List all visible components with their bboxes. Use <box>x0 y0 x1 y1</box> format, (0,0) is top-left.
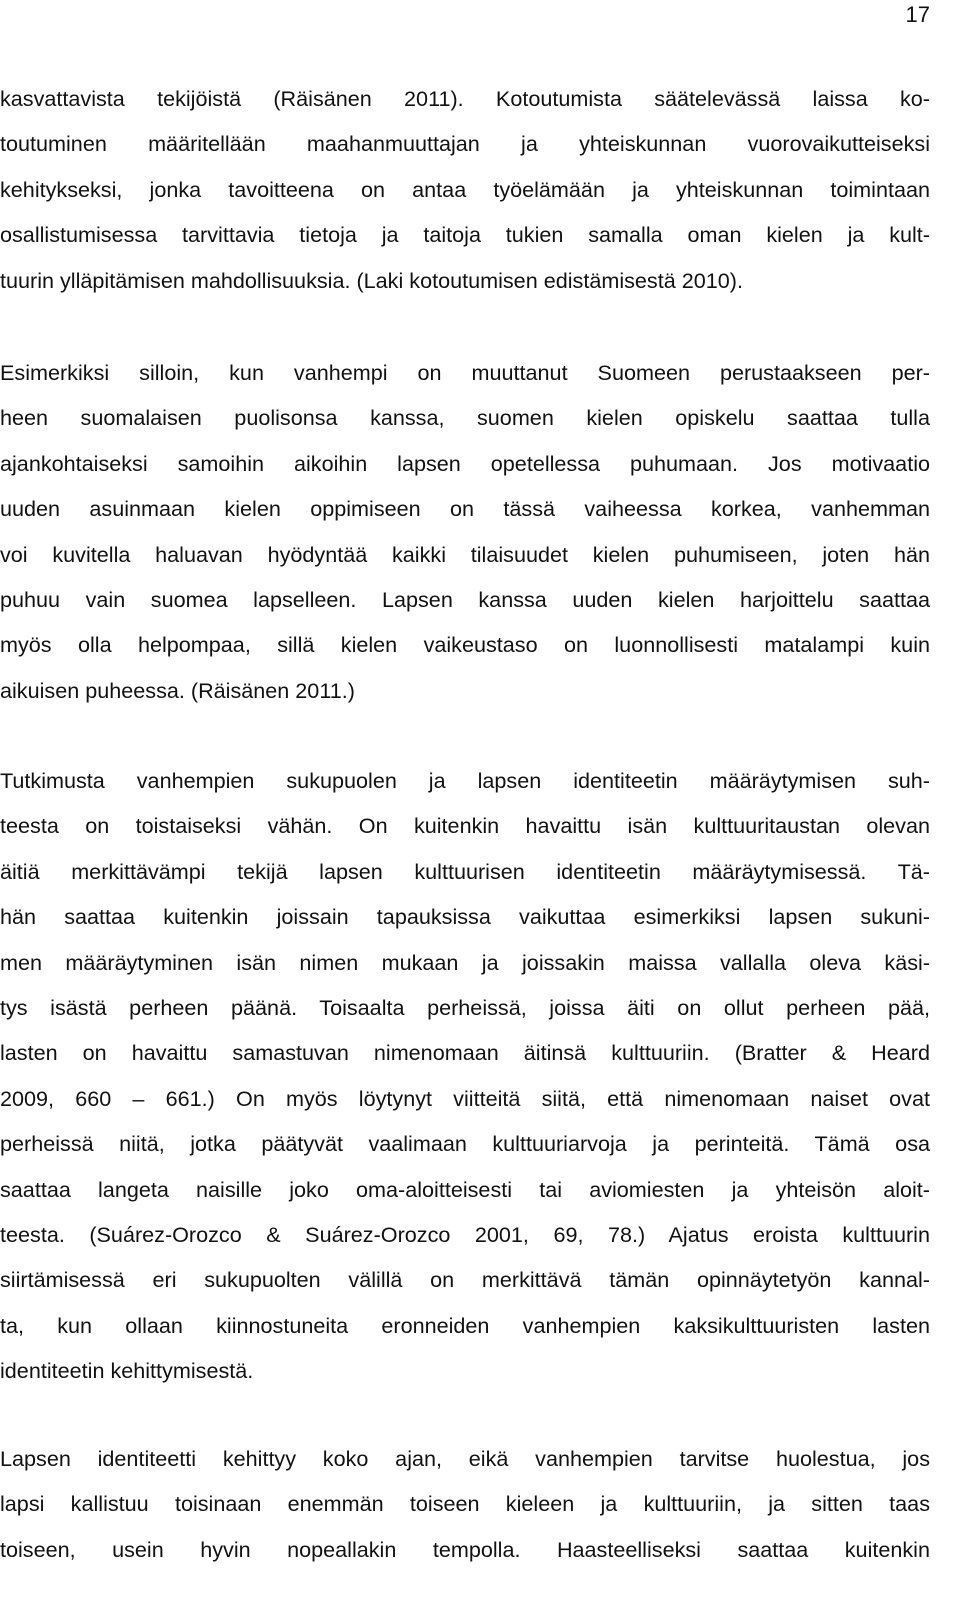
text-line: hän saattaa kuitenkin joissain tapauksissa vaikuttaa esimerkiksi lapsen sukuni- <box>0 904 930 930</box>
text-line: kasvattavista tekijöistä (Räisänen 2011). Kotoutumista säätelevässä laissa ko- <box>0 86 930 111</box>
paragraph-1 <box>0 76 930 303</box>
text-line: teesta on toistaiseksi vähän. On kuitenkin havaittu isän kulttuuritaustan olevan <box>0 813 930 839</box>
text-line: uuden asuinmaan kielen oppimiseen on tässä vaiheessa korkea, vanhemman <box>0 496 930 522</box>
text-line: 2009, 660 – 661.) On myös löytynyt viitteitä siitä, että nimenomaan naiset ovat <box>0 1085 930 1111</box>
text-line: Tutkimusta vanhempien sukupuolen ja lapsen identiteetin määräytymisen suh- <box>0 768 930 793</box>
text-line: tuurin ylläpitämisen mahdollisuuksia. (Laki kotoutumisen edistämisestä 2010). <box>0 267 743 293</box>
text-line: saattaa langeta naisille joko oma-aloitteisesti tai aviomiesten ja yhteisön aloit- <box>0 1176 930 1202</box>
text-line: lasten on havaittu samastuvan nimenomaan äitinsä kulttuuriin. (Bratter & Heard <box>0 1040 930 1066</box>
text-line: toiseen, usein hyvin nopeallakin tempolla. Haasteelliseksi saattaa kuitenkin <box>0 1536 930 1562</box>
text-line: lapsi kallistuu toisinaan enemmän toiseen kieleen ja kulttuuriin, ja sitten taas <box>0 1491 930 1517</box>
paragraph-3 <box>0 758 930 1394</box>
text-line: heen suomalaisen puolisonsa kanssa, suomen kielen opiskelu saattaa tulla <box>0 405 930 431</box>
text-line: siirtämisessä eri sukupuolten välillä on merkittävä tämän opinnäytetyön kannal- <box>0 1267 930 1293</box>
text-line: perheissä niitä, jotka päätyvät vaalimaan kulttuuriarvoja ja perinteitä. Tämä osa <box>0 1131 930 1157</box>
text-line: ajankohtaiseksi samoihin aikoihin lapsen opetellessa puhumaan. Jos motivaatio <box>0 450 930 476</box>
paragraph-4 <box>0 1436 930 1572</box>
text-line: voi kuvitella haluavan hyödyntää kaikki tilaisuudet kielen puhumiseen, joten hän <box>0 541 930 567</box>
text-line: äitiä merkittävämpi tekijä lapsen kulttuurisen identiteetin määräytymisessä. Tä- <box>0 858 930 884</box>
text-line: osallistumisessa tarvittavia tietoja ja taitoja tukien samalla oman kielen ja kult- <box>0 222 930 248</box>
text-line: kehitykseksi, jonka tavoitteena on antaa työelämään ja yhteiskunnan toimintaan <box>0 176 930 202</box>
text-line: tys isästä perheen päänä. Toisaalta perheissä, joissa äiti on ollut perheen pää, <box>0 995 930 1021</box>
page-number: 17 <box>905 2 930 27</box>
paragraph-2 <box>0 350 930 713</box>
text-line: toutuminen määritellään maahanmuuttajan ja yhteiskunnan vuorovaikutteiseksi <box>0 131 930 157</box>
text-line: puhuu vain suomea lapselleen. Lapsen kanssa uuden kielen harjoittelu saattaa <box>0 587 930 613</box>
text-line: teesta. (Suárez-Orozco & Suárez-Orozco 2001, 69, 78.) Ajatus eroista kulttuurin <box>0 1222 930 1248</box>
text-line: identiteetin kehittymisestä. <box>0 1358 254 1384</box>
text-line: aikuisen puheessa. (Räisänen 2011.) <box>0 677 355 703</box>
text-line: ta, kun ollaan kiinnostuneita eronneiden vanhempien kaksikulttuuristen lasten <box>0 1312 930 1338</box>
text-line: Lapsen identiteetti kehittyy koko ajan, eikä vanhempien tarvitse huolestua, jos <box>0 1446 930 1471</box>
text-line: Esimerkiksi silloin, kun vanhempi on muuttanut Suomeen perustaakseen per- <box>0 360 930 385</box>
text-line: men määräytyminen isän nimen mukaan ja joissakin maissa vallalla oleva käsi- <box>0 949 930 975</box>
text-line: myös olla helpompaa, sillä kielen vaikeustaso on luonnollisesti matalampi kuin <box>0 632 930 658</box>
